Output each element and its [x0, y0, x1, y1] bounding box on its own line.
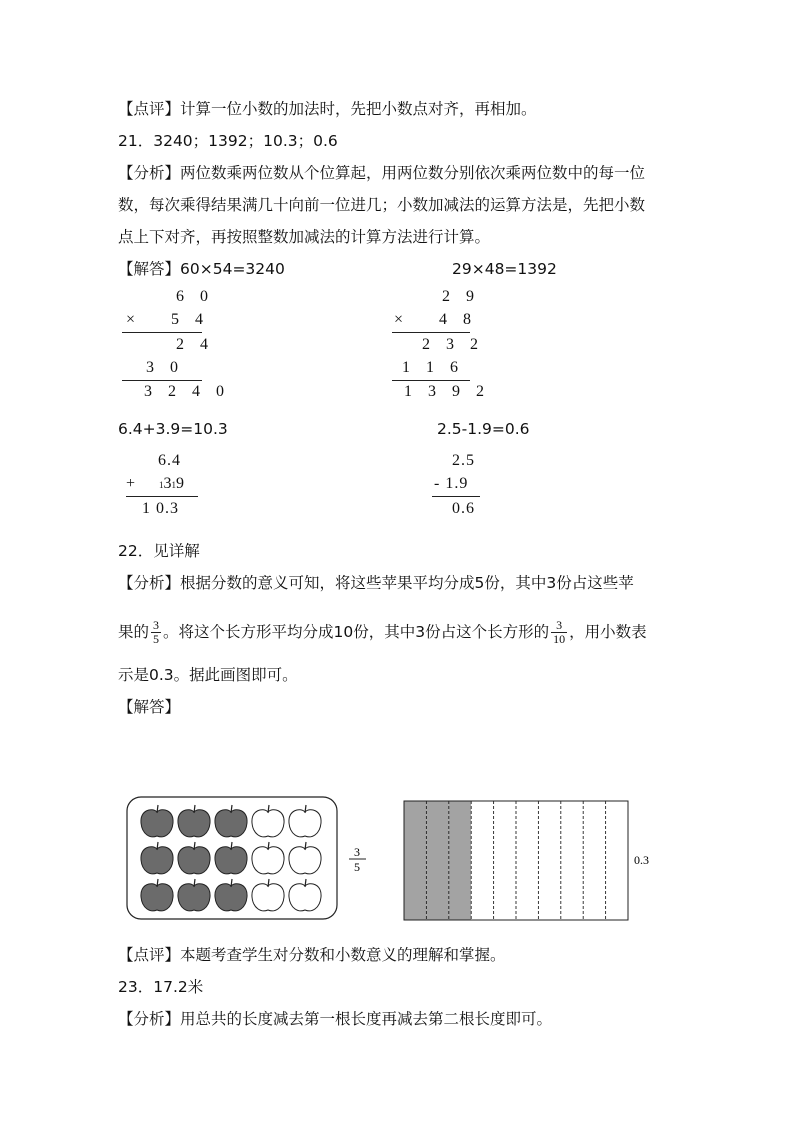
equation-1: 60×54=3240	[180, 260, 285, 278]
apple-filled-icon	[141, 805, 173, 837]
apple-filled-icon	[215, 842, 247, 874]
decimal-rectangle	[404, 801, 628, 920]
apple-body	[178, 884, 210, 911]
apple-outline-icon	[289, 805, 321, 837]
apple-body	[289, 847, 321, 874]
apple-outline-icon	[252, 805, 284, 837]
apple-outline-icon	[252, 842, 284, 874]
apple-outline-icon	[289, 879, 321, 911]
apple-body	[215, 847, 247, 874]
analysis-tag: 【分析】	[118, 164, 181, 182]
review-tag: 【点评】	[118, 946, 181, 964]
calc-row: 6 0	[176, 288, 214, 305]
review-text: 计算一位小数的加法时，先把小数点对齐，再相加。	[180, 100, 537, 118]
analysis-tag: 【分析】	[118, 574, 181, 592]
apple-filled-icon	[178, 879, 210, 911]
solution-tag: 【解答】	[118, 260, 181, 278]
calc-digit: 3	[163, 475, 172, 492]
q21-heading: 21．3240；1392；10.3；0.6	[118, 132, 338, 150]
apple-filled-icon	[215, 879, 247, 911]
apple-body	[289, 810, 321, 837]
rect-part	[471, 801, 493, 920]
calc-row: 2 9	[442, 288, 480, 305]
calc-row: 3 2 4 0	[144, 383, 230, 400]
apple-body	[141, 810, 173, 837]
apple-body	[178, 810, 210, 837]
calc-row: 2 4	[176, 336, 214, 353]
rect-part-shaded	[426, 801, 448, 920]
calc-row: 3 0	[146, 359, 184, 376]
q22-solution-tag: 【解答】	[118, 698, 181, 716]
analysis-tag: 【分析】	[118, 1010, 181, 1028]
apple-body	[215, 884, 247, 911]
calc-row: × 4 8	[394, 311, 478, 328]
analysis-text: 根据分数的意义可知，将这些苹果平均分成5份，其中3份占这些苹	[180, 574, 634, 592]
calc-row: 2 3 2	[422, 336, 484, 353]
apple-body	[252, 847, 284, 874]
apple-body	[252, 810, 284, 837]
equation-4: 2.5-1.9=0.6	[437, 420, 530, 438]
q21-analysis-l3: 点上下对齐，再按照整数加减法的计算方法进行计算。	[118, 228, 491, 246]
apple-body	[252, 884, 284, 911]
frac-den: 5	[153, 632, 160, 646]
apple-body	[289, 884, 321, 911]
calc-row: 1 3 9 2	[404, 383, 490, 400]
q23-analysis-line	[118, 1008, 552, 1030]
apple-filled-icon	[178, 842, 210, 874]
apple-frac-den: 5	[354, 860, 360, 874]
apple-filled-icon	[141, 842, 173, 874]
apple-body	[178, 847, 210, 874]
calc-row: 0.6	[452, 500, 475, 517]
rect-part-shaded	[404, 801, 426, 920]
q22-analysis-l3: 示是0.3。据此画图即可。	[118, 666, 298, 684]
equation-3: 6.4+3.9=10.3	[118, 420, 228, 438]
review-tag: 【点评】	[118, 100, 181, 118]
rect-part-shaded	[449, 801, 471, 920]
apple-filled-icon	[215, 805, 247, 837]
rect-part	[516, 801, 538, 920]
frac-num: 3	[153, 618, 160, 632]
equation-2: 29×48=1392	[452, 260, 557, 278]
apple-frac-num: 3	[354, 845, 360, 859]
apple-outline-icon	[289, 842, 321, 874]
analysis-text: 果的	[118, 623, 150, 641]
calc-row: 2.5	[452, 452, 475, 469]
carry-mark: 1	[171, 480, 177, 490]
calc-digit: 9	[176, 475, 185, 492]
review-text: 本题考查学生对分数和小数意义的理解和掌握。	[180, 946, 506, 964]
frac-num: 3	[551, 619, 567, 633]
rect-part	[606, 801, 628, 920]
calc-row: 1 1 6	[402, 359, 464, 376]
carry-mark: 1	[159, 480, 164, 490]
analysis-text: ，用小数表	[569, 623, 647, 641]
frac-den: 10	[553, 632, 566, 646]
analysis-text: 用总共的长度减去第一根长度再减去第二根长度即可。	[180, 1010, 553, 1028]
apple-body	[141, 847, 173, 874]
rect-label: 0.3	[634, 853, 649, 867]
analysis-text: 两位数乘两位数从个位算起，用两位数分别依次乘两位数中的每一位	[180, 164, 646, 182]
rect-part	[561, 801, 583, 920]
apple-outline-icon	[252, 879, 284, 911]
calc-row: 1 0.3	[142, 500, 179, 517]
q21-analysis-l2: 数，每次乘得结果满几十向前一位进几；小数加减法的运算方法是，先把小数	[118, 196, 646, 214]
apple-filled-icon	[141, 879, 173, 911]
apple-body	[141, 884, 173, 911]
calc-row: × 5 4	[126, 311, 210, 328]
apple-filled-icon	[178, 805, 210, 837]
calc-row: - 1.9	[434, 475, 469, 492]
rect-part	[583, 801, 605, 920]
q22-heading: 22．见详解	[118, 542, 200, 560]
rect-part	[538, 801, 560, 920]
apple-body	[215, 810, 247, 837]
analysis-text: 。将这个长方形平均分成10份，其中3份占这个长方形的	[163, 623, 550, 641]
rect-part	[494, 801, 516, 920]
plus-sign: +	[126, 475, 136, 492]
q23-heading: 23．17.2米	[118, 978, 204, 996]
calc-row: 6.4	[158, 452, 181, 469]
q22-review-line	[118, 944, 506, 966]
apple-grid	[141, 805, 321, 911]
